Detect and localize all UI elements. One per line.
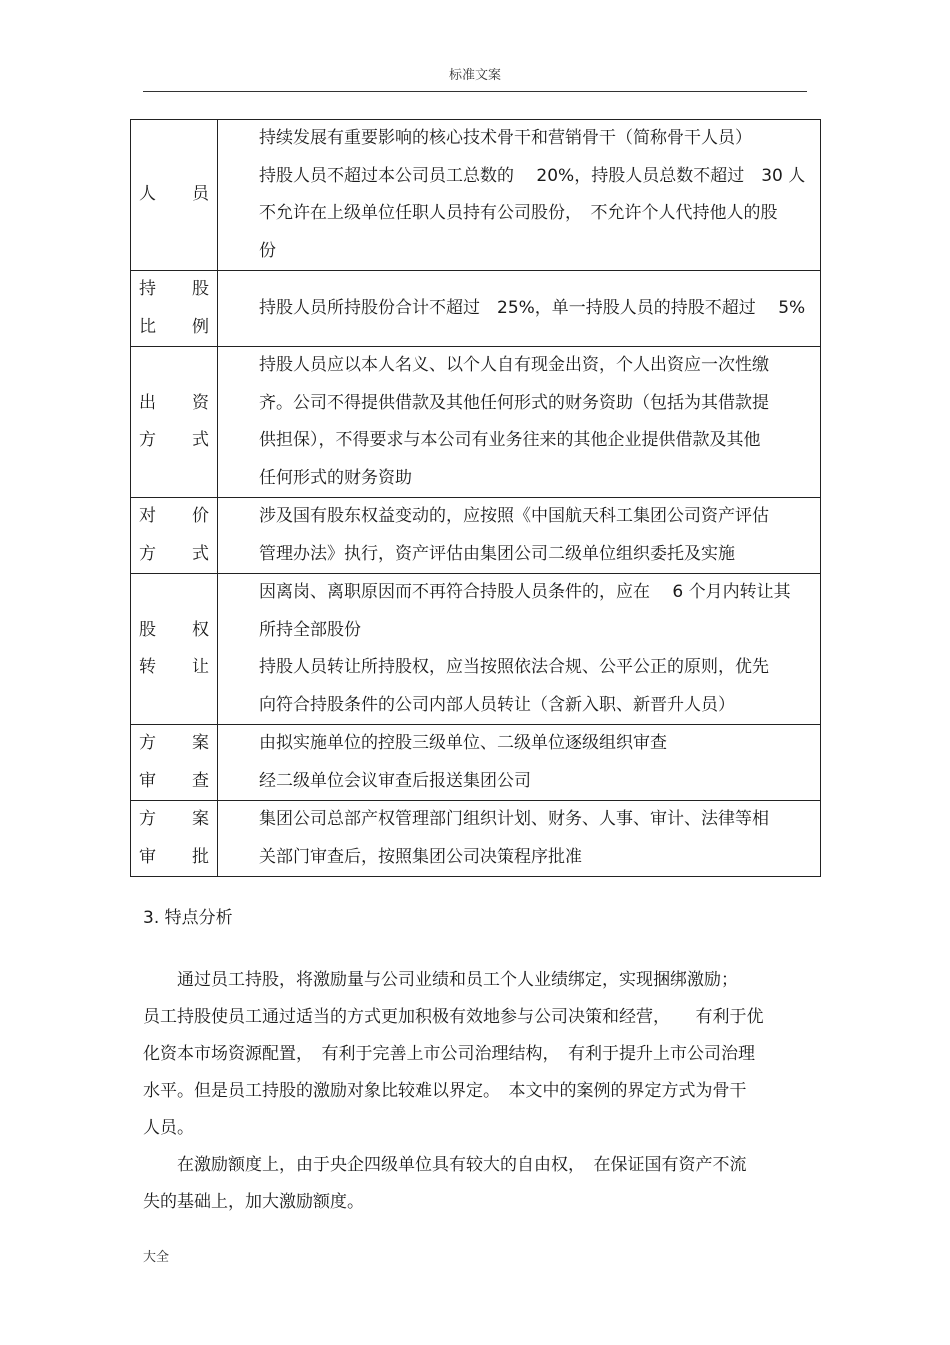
row-content-line: 齐。公司不得提供借款及其他任何形式的财务资助（包括为其借款提 — [259, 392, 769, 413]
row-content-line: 所持全部股份 — [259, 619, 361, 640]
row-content-line: 因离岗、离职原因而不再符合持股人员条件的，应在 6 个月内转让其 — [259, 582, 791, 602]
row-content-cell — [218, 801, 821, 877]
table-row — [131, 498, 821, 574]
row-label: 对 价 — [139, 506, 209, 526]
row-content-cell — [218, 725, 821, 801]
row-label-cell — [131, 574, 218, 725]
row-label-cell — [131, 498, 218, 574]
table-row — [131, 271, 821, 347]
row-content-line: 经二级单位会议审查后报送集团公司 — [259, 770, 531, 791]
row-label: 人员 — [139, 184, 209, 205]
paragraph-line: 通过员工持股，将激励量与公司业绩和员工个人业绩绑定，实现捆绑激励； — [143, 970, 738, 990]
row-content-line: 任何形式的财务资助 — [259, 467, 412, 488]
table-row — [131, 801, 821, 877]
row-content-line: 持续发展有重要影响的核心技术骨干和营销骨干（简称骨干人员） — [259, 128, 752, 148]
paragraph-1 — [143, 962, 807, 1147]
row-content-line: 持股人员应以本人名义、以个人自有现金出资，个人出资应一次性缴 — [259, 355, 769, 375]
row-content-cell — [218, 347, 821, 498]
row-label-cell — [131, 120, 218, 271]
paragraph-line: 化资本市场资源配置， 有利于完善上市公司治理结构， 有利于提升上市公司治理 — [143, 1044, 755, 1064]
row-content-line: 不允许在上级单位任职人员持有公司股份， 不允许个人代持他人的股 — [259, 203, 778, 223]
row-content-line: 持股人员不超过本公司员工总数的 20%，持股人员总数不超过 30 人 — [259, 165, 806, 186]
row-label: 审批 — [139, 846, 209, 867]
row-label: 审查 — [139, 770, 209, 791]
paragraph-line: 在激励额度上，由于央企四级单位具有较大的自由权， 在保证国有资产不流 — [143, 1155, 747, 1175]
row-label-cell — [131, 725, 218, 801]
table-row — [131, 120, 821, 271]
row-content-line: 向符合持股条件的公司内部人员转让（含新入职、新晋升人员） — [259, 694, 735, 715]
row-content-line: 持股人员转让所持股权，应当按照依法合规、公平公正的原则，优先 — [259, 657, 769, 677]
row-label: 方式 — [139, 543, 209, 564]
row-content-line: 供担保），不得要求与本公司有业务往来的其他企业提供借款及其他 — [259, 430, 761, 450]
row-label: 持 股 — [139, 279, 209, 299]
page-header: 标准文案 — [448, 68, 501, 83]
row-label: 股 权 — [139, 619, 209, 640]
row-content-cell — [218, 120, 821, 271]
row-content-line: 涉及国有股东权益变动的，应按照《中国航天科工集团公司资产评估 — [259, 506, 769, 526]
table-row — [131, 347, 821, 498]
row-content-cell — [218, 498, 821, 574]
row-label: 比例 — [139, 316, 209, 337]
row-label-cell — [131, 347, 218, 498]
employee-stock-table — [130, 119, 821, 877]
header-divider — [143, 91, 807, 92]
row-content-cell — [218, 271, 821, 347]
row-content-line: 持股人员所持股份合计不超过 25%，单一持股人员的持股不超过 5% — [259, 297, 806, 318]
row-label-cell — [131, 801, 218, 877]
table-row — [131, 725, 821, 801]
row-content-cell — [218, 574, 821, 725]
row-label: 转让 — [139, 657, 209, 677]
row-content-line: 集团公司总部产权管理部门组织计划、财务、人事、审计、法律等相 — [259, 809, 769, 829]
row-label-cell — [131, 271, 218, 347]
row-content-line: 关部门审查后，按照集团公司决策程序批准 — [259, 846, 582, 867]
paragraph-line: 水平。但是员工持股的激励对象比较难以界定。 本文中的案例的界定方式为骨干 — [143, 1081, 747, 1101]
paragraph-2 — [143, 1147, 807, 1221]
page-footer: 大全 — [143, 1250, 170, 1265]
row-label: 方 案 — [139, 809, 209, 829]
row-label: 方 案 — [139, 733, 209, 753]
row-label: 出 资 — [139, 392, 209, 413]
row-content-line: 由拟实施单位的控股三级单位、二级单位逐级组织审查 — [259, 733, 667, 753]
row-label: 方式 — [139, 430, 209, 450]
row-content-line: 管理办法》执行，资产评估由集团公司二级单位组织委托及实施 — [259, 543, 735, 564]
row-content-line: 份 — [259, 240, 276, 261]
paragraph-line: 人员。 — [143, 1118, 194, 1138]
paragraph-line: 失的基础上，加大激励额度。 — [143, 1192, 364, 1212]
table-row — [131, 574, 821, 725]
paragraph-line: 员工持股使员工通过适当的方式更加积极有效地参与公司决策和经营， 有利于优 — [143, 1007, 764, 1027]
section-title: 3. 特点分析 — [143, 908, 233, 928]
